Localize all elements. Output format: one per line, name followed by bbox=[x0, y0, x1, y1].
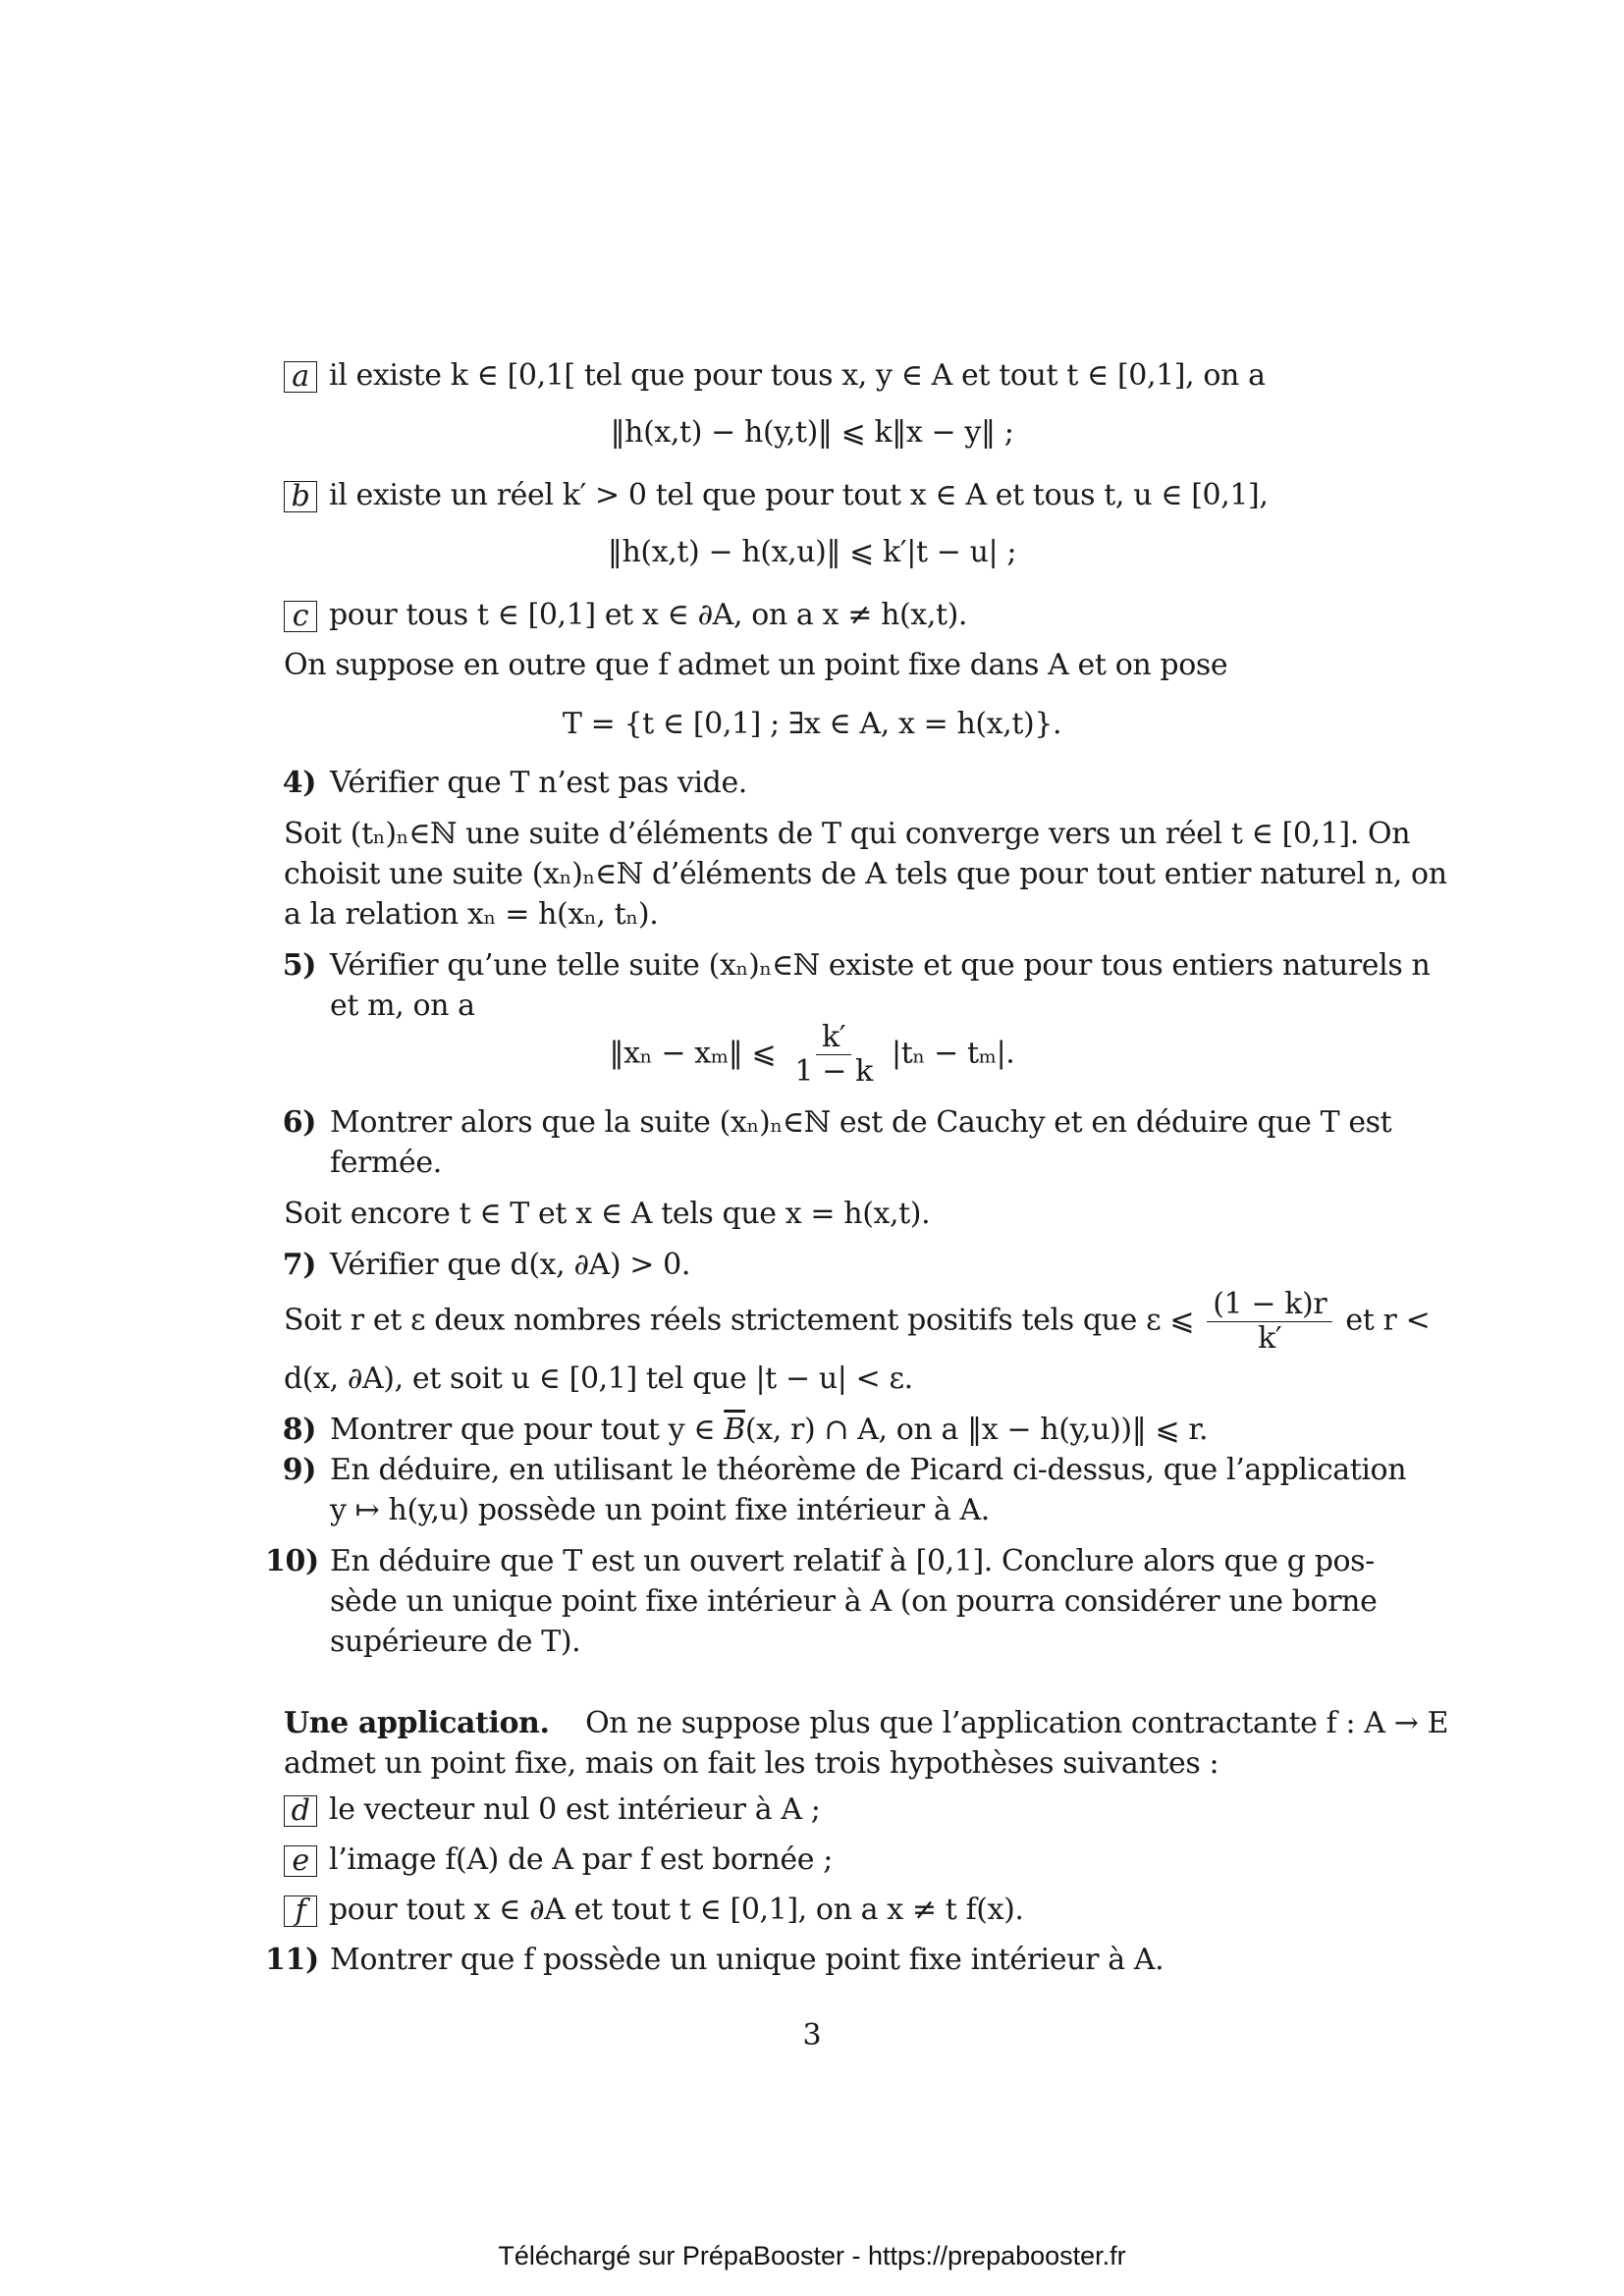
formula-right: |tₙ − tₘ|. bbox=[892, 1036, 1015, 1071]
question-5-continuation: et m, on a bbox=[330, 988, 475, 1023]
question-9 bbox=[265, 1451, 1406, 1490]
hypothesis-text: pour tous t ∈ [0,1] et x ∈ ∂A, on a x ≠ h(x,t). bbox=[329, 598, 968, 632]
fraction-numerator: k′ bbox=[816, 1021, 851, 1055]
paragraph-r-epsilon-line2: d(x, ∂A), et soit u ∈ [0,1] tel que |t − u| < ε. bbox=[284, 1362, 913, 1396]
question-number: 5) bbox=[282, 948, 316, 983]
hypothesis-label-box: b bbox=[284, 481, 317, 512]
hypothesis-label-box: a bbox=[284, 361, 317, 393]
question-text: (x, r) ∩ A, on a ‖x − h(y,u))‖ ⩽ r. bbox=[744, 1413, 1209, 1447]
question-9-continuation: y ↦ h(y,u) possède un point fixe intérieur à A. bbox=[330, 1493, 990, 1527]
fraction-denominator: 1 − k bbox=[794, 1054, 873, 1089]
question-text: Vérifier que T n’est pas vide. bbox=[330, 766, 747, 800]
hypothesis-text: le vecteur nul 0 est intérieur à A ; bbox=[329, 1792, 821, 1827]
hypothesis-text: pour tout x ∈ ∂A et tout t ∈ [0,1], on a x ≠ t f(x). bbox=[329, 1893, 1024, 1927]
hypothesis-a bbox=[284, 356, 1266, 396]
hypothesis-text: il existe un réel k′ > 0 tel que pour tout x ∈ A et tous t, u ∈ [0,1], bbox=[329, 478, 1269, 512]
fraction bbox=[788, 1021, 878, 1089]
formula-contraction: ‖h(x,t) − h(y,t)‖ ⩽ k‖x − y‖ ; bbox=[610, 415, 1014, 450]
page-number: 3 bbox=[802, 2018, 822, 2053]
question-10-continuation: sède un unique point fixe intérieur à A (on pourra considérer une borne bbox=[330, 1584, 1378, 1619]
closed-ball-symbol: $\overline{B}$ bbox=[724, 1413, 745, 1447]
hypothesis-b bbox=[284, 476, 1268, 515]
question-number: 4) bbox=[282, 766, 316, 800]
section-heading: Une application. bbox=[284, 1706, 550, 1740]
fraction-numerator: (1 − k)r bbox=[1207, 1288, 1332, 1322]
question-10-continuation: supérieure de T). bbox=[330, 1625, 581, 1659]
hypothesis-text: il existe k ∈ [0,1[ tel que pour tous x, y ∈ A et tout t ∈ [0,1], on a bbox=[329, 358, 1266, 393]
formula-T-definition: T = {t ∈ [0,1] ; ∃x ∈ A, x = h(x,t)}. bbox=[562, 707, 1062, 741]
question-text: En déduire, en utilisant le théorème de Picard ci-dessus, que l’application bbox=[330, 1453, 1407, 1487]
question-text: Montrer alors que la suite (xₙ)ₙ∈ℕ est de Cauchy et en déduire que T est bbox=[330, 1105, 1392, 1140]
text: Soit r et ε deux nombres réels strictement positifs tels que ε ⩽ bbox=[284, 1303, 1195, 1338]
question-text: Vérifier que d(x, ∂A) > 0. bbox=[330, 1248, 690, 1282]
section-application bbox=[284, 1704, 1448, 1743]
paragraph-soit-encore: Soit encore t ∈ T et x ∈ A tels que x = h(x,t). bbox=[284, 1197, 931, 1231]
hypothesis-label-box: e bbox=[284, 1845, 317, 1877]
paragraph-sequence-line: choisit une suite (xₙ)ₙ∈ℕ d’éléments de A tels que pour tout entier naturel n, on bbox=[284, 857, 1447, 891]
paragraph-sequence-line: a la relation xₙ = h(xₙ, tₙ). bbox=[284, 897, 659, 932]
question-number: 6) bbox=[282, 1105, 316, 1140]
question-number: 8) bbox=[282, 1413, 316, 1447]
question-10 bbox=[265, 1542, 1375, 1581]
fraction bbox=[1207, 1288, 1332, 1356]
formula-cauchy-bound bbox=[0, 1021, 1624, 1089]
question-11 bbox=[265, 1941, 1164, 1980]
hypothesis-c bbox=[284, 596, 967, 635]
hypothesis-f bbox=[284, 1891, 1024, 1930]
paragraph-sequence-line: Soit (tₙ)ₙ∈ℕ une suite d’éléments de T qui converge vers un réel t ∈ [0,1]. On bbox=[284, 817, 1411, 851]
fraction-denominator: k′ bbox=[1258, 1321, 1282, 1356]
question-text: Montrer que f possède un unique point fixe intérieur à A. bbox=[330, 1943, 1164, 1977]
question-number: 7) bbox=[282, 1248, 316, 1282]
question-6 bbox=[265, 1103, 1391, 1143]
section-text: On ne suppose plus que l’application contractante f : A → E bbox=[585, 1706, 1449, 1740]
paragraph-intro-T: On suppose en outre que f admet un point fixe dans A et on pose bbox=[284, 648, 1228, 682]
question-text: En déduire que T est un ouvert relatif à [0,1]. Conclure alors que g pos- bbox=[330, 1544, 1375, 1578]
question-7 bbox=[265, 1246, 690, 1285]
section-application-line2: admet un point fixe, mais on fait les trois hypothèses suivantes : bbox=[284, 1746, 1219, 1781]
question-8 bbox=[265, 1411, 1208, 1450]
question-text: Vérifier qu’une telle suite (xₙ)ₙ∈ℕ existe et que pour tous entiers naturels n bbox=[330, 948, 1431, 983]
question-5 bbox=[265, 946, 1430, 986]
hypothesis-d bbox=[284, 1790, 820, 1830]
question-6-continuation: fermée. bbox=[330, 1146, 442, 1180]
question-number: 9) bbox=[282, 1453, 316, 1487]
question-number: 10) bbox=[265, 1544, 319, 1578]
hypothesis-label-box: d bbox=[284, 1795, 317, 1827]
hypothesis-e bbox=[284, 1841, 833, 1880]
download-footer: Téléchargé sur PrépaBooster - https://prepabooster.fr bbox=[498, 2241, 1126, 2270]
text: et r < bbox=[1345, 1303, 1431, 1338]
hypothesis-text: l’image f(A) de A par f est bornée ; bbox=[329, 1842, 833, 1877]
hypothesis-label-box: c bbox=[284, 601, 317, 632]
question-text: Montrer que pour tout y ∈ bbox=[330, 1413, 725, 1447]
formula-left: ‖xₙ − xₘ‖ ⩽ bbox=[609, 1036, 777, 1071]
paragraph-r-epsilon bbox=[284, 1288, 1430, 1356]
question-number: 11) bbox=[265, 1943, 319, 1977]
formula-lipschitz: ‖h(x,t) − h(x,u)‖ ⩽ k′|t − u| ; bbox=[607, 535, 1017, 569]
hypothesis-label-box: f bbox=[284, 1896, 317, 1927]
question-4 bbox=[265, 764, 747, 803]
